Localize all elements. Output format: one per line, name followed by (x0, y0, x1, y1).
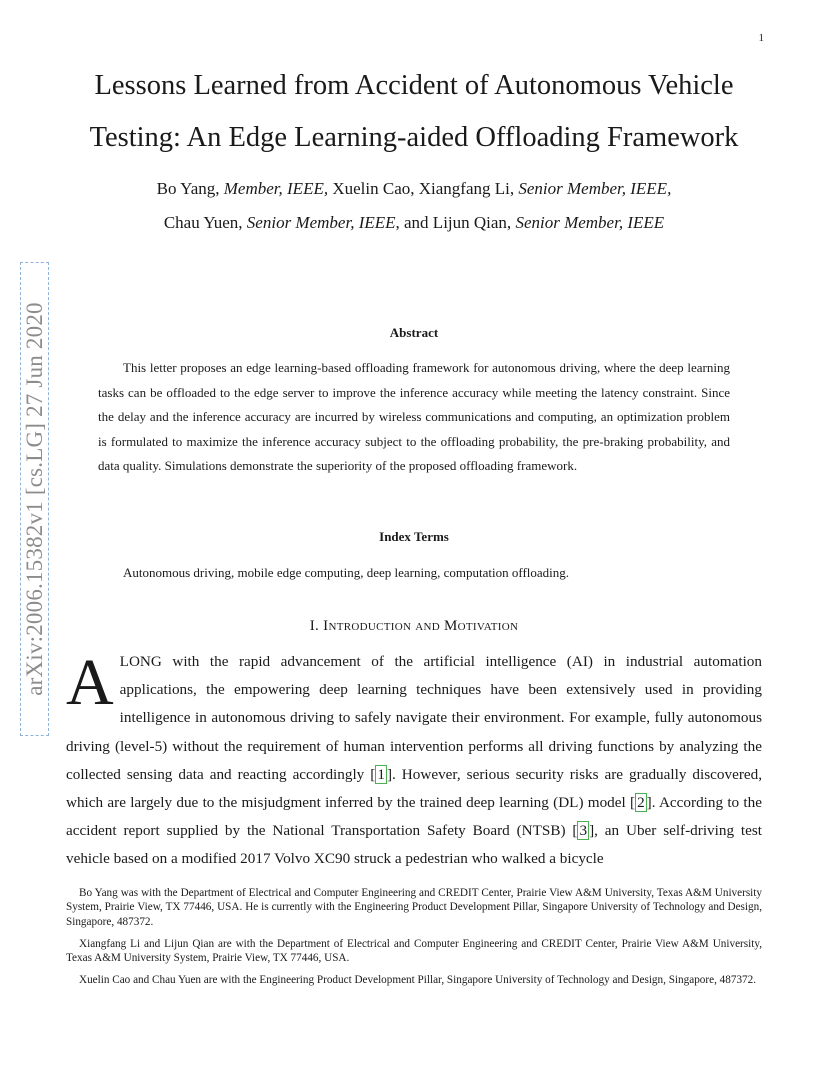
footnote-3: Xuelin Cao and Chau Yuen are with the Engineering Product Development Pillar, Singapore University of Technology and Design, Singapore, 487372. (79, 974, 757, 987)
citation-link-1[interactable]: 1 (377, 765, 385, 783)
drop-cap: A (66, 646, 114, 719)
title-line-2: Testing: An Edge Learning-aided Offloading Framework (89, 122, 739, 153)
author-line-1: Bo Yang, Member, IEEE, Xuelin Cao, Xiangfang Li, Senior Member, IEEE, (156, 179, 672, 198)
footnotes (66, 886, 762, 995)
intro-paragraph: ALONG with the rapid advancement of the artificial intelligence (AI) in industrial automation applications, the empowering deep learning techniques have been extensively used in providing intelligence in autonomous driving to safely navigate their environment. For example, fully autonomous driving (level-5) without the requirement of human intervention performs all driving functions by analyzing the collected sensing data and reacting accordingly [ 1 ]. However, serious security risks are gradually discovered, which are largely due to the misjudgment inferred by the trained deep learning (DL) model [ 2 ]. According to the accident report supplied by the National Transportation Safety Board (NTSB) [ 3 ], an Uber self-driving test vehicle based on a modified 2017 Volvo XC90 struck a pedestrian who walked a bicycle (66, 646, 763, 868)
footnote-2: Xiangfang Li and Lijun Qian are with the Department of Electrical and Computer Engineering and CREDIT Center, Prairie View A&M University, Texas A&M University System, Prairie View, TX 77446, USA. (66, 937, 762, 965)
title-line-1: Lessons Learned from Accident of Autonomous Vehicle (94, 70, 734, 101)
citation-link-3[interactable]: 3 (579, 822, 588, 840)
abstract-text: This letter proposes an edge learning-based offloading framework for autonomous driving, where the deep learning tasks can be offloaded to the edge server to improve the inference accuracy while meeting the latency constraint. Since the delay and the inference accuracy are incurred by wireless communications and computing, an optimization problem is formulated to maximize the inference accuracy subject to the offloading probability, the pre-braking probability, and data quality. Simulations demonstrate the superiority of the proposed offloading framework. (98, 360, 730, 474)
author-line-2: Chau Yuen, Senior Member, IEEE, and Lijun Qian, Senior Member, IEEE (163, 213, 665, 232)
citation-link-2[interactable]: 2 (637, 794, 645, 812)
abstract-heading: Abstract (389, 325, 439, 340)
page-number: 1 (758, 32, 764, 44)
author-list (40, 172, 788, 240)
paper-title (40, 60, 788, 164)
arxiv-stamp-text: arXiv:2006.15382v1 [cs.LG] 27 Jun 2020 (21, 302, 47, 696)
index-terms-text: Autonomous driving, mobile edge computing, deep learning, computation offloading. (123, 565, 570, 580)
footnote-1: Bo Yang was with the Department of Electrical and Computer Engineering and CREDIT Center, Prairie View A&M University, Texas A&M University System, Prairie View, TX 77446, USA. He is currently with the Engineering Product Development Pillar, Singapore University of Technology and Design, Singapore, 487372. (66, 887, 762, 928)
section-heading: I. Introduction and Motivation (309, 618, 519, 634)
index-terms-heading: Index Terms (379, 529, 449, 544)
